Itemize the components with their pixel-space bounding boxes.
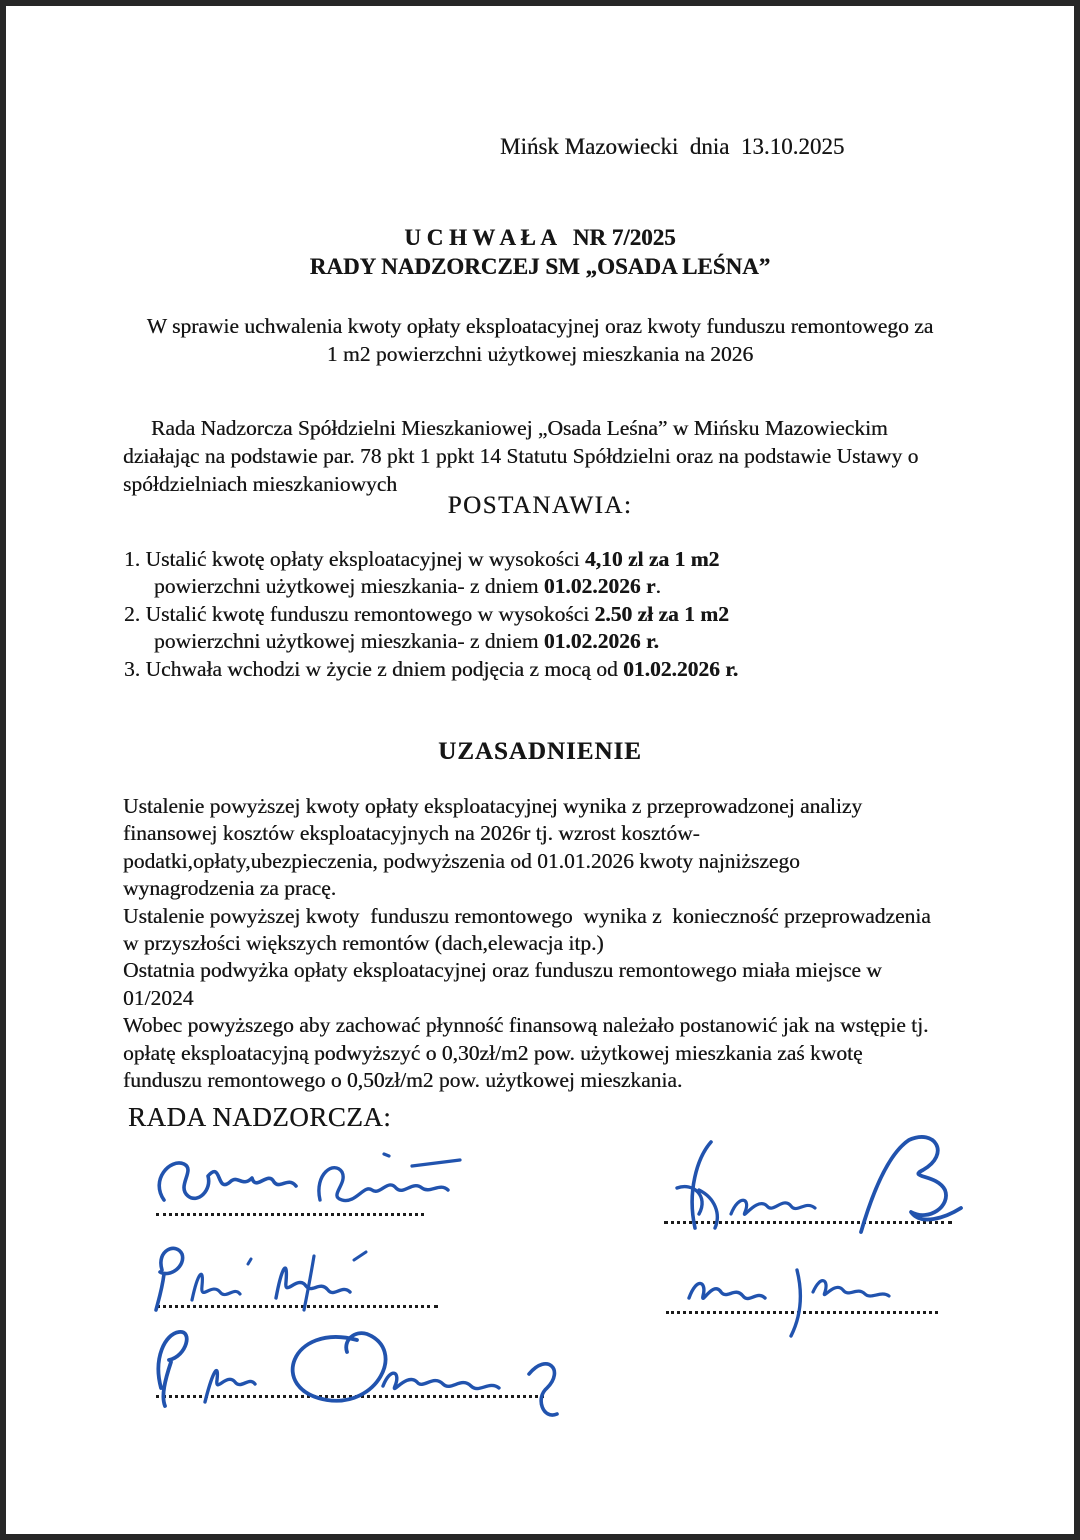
item-text: Uchwała wchodzi w życie z dniem podjęcia z mocą od	[145, 656, 624, 681]
subject-line-1: W sprawie uchwalenia kwoty opłaty eksploatacyjnej oraz kwoty funduszu remontowego za	[146, 314, 934, 338]
item-text: .	[655, 574, 661, 599]
item-text: Ustalić kwotę opłaty eksploatacyjnej w wysokości	[145, 547, 585, 571]
resolution-item-2-cont	[124, 628, 994, 655]
justification-line: opłatę eksploatacyjną podwyższyć o 0,30zł/m2 pow. użytkowej mieszkania zaś kwotę	[123, 1040, 863, 1065]
signature-left-1	[148, 1144, 478, 1234]
board-heading: RADA NADZORCZA:	[128, 1102, 392, 1132]
signature-left-2	[144, 1238, 454, 1323]
item-text: powierzchni użytkowej mieszkania- z dniem	[154, 629, 544, 654]
item-bold-value: 4,10 zl za 1 m2	[584, 547, 720, 571]
justification-line: podatki,opłaty,ubezpieczenia, podwyższenia od 01.01.2026 kwoty najniższego	[123, 848, 800, 873]
justification-line: Ustalenie powyższej kwoty funduszu remontowego wynika z konieczność przeprowadzenia	[123, 903, 931, 928]
justification-line: finansowej kosztów eksploatacyjnych na 2026r tj. wzrost kosztów-	[123, 821, 700, 846]
date-line: Mińsk Mazowiecki dnia 13.10.2025	[500, 134, 845, 159]
resolution-list	[124, 546, 994, 683]
signature-right-1	[651, 1128, 971, 1246]
item-number: 3.	[124, 656, 146, 681]
document-subtitle: RADY NADZORCZEJ SM „OSADA LEŚNA”	[309, 254, 771, 279]
justification-line: Ostatnia podwyżka opłaty eksploatacyjnej oraz funduszu remontowego miała miejsce w	[123, 958, 882, 983]
preamble	[123, 414, 983, 498]
item-bold-value: 01.02.2026 r	[543, 574, 656, 599]
justification-line: 01/2024	[123, 985, 194, 1010]
item-bold-value: 2.50 zł za 1 m2	[594, 601, 729, 626]
justification-line: Ustalenie powyższej kwoty opłaty eksploatacyjnej wynika z przeprowadzonej analizy	[123, 794, 863, 818]
preamble-line: działając na podstawie par. 78 pkt 1 ppkt 14 Statutu Spółdzielni oraz na podstawie Ustawy o	[123, 444, 919, 468]
item-text: Ustalić kwotę funduszu remontowego w wysokości	[145, 601, 595, 626]
justification-line: wynagrodzenia za pracę.	[123, 876, 337, 901]
justification-heading: UZASADNIENIE	[438, 738, 642, 765]
justification-line: Wobec powyższego aby zachować płynność finansową należało postanowić jak na wstępie tj.	[123, 1013, 929, 1038]
justification	[123, 793, 1003, 1094]
resolution-item-3	[124, 656, 994, 683]
item-number: 2.	[124, 601, 146, 626]
document-title: U C H W A Ł A NR 7/2025	[404, 225, 676, 250]
justification-line: w przyszłości większych remontów (dach,elewacja itp.)	[123, 931, 604, 956]
resolves-heading: POSTANAWIA:	[447, 492, 633, 519]
subject-line-2: 1 m2 powierzchni użytkowej mieszkania na 2026	[326, 342, 754, 366]
signature-left-3	[131, 1314, 581, 1429]
item-bold-value: 01.02.2026 r.	[623, 656, 739, 681]
preamble-line: Rada Nadzorcza Spółdzielni Mieszkaniowej „Osada Leśna” w Mińsku Mazowieckim	[151, 416, 888, 440]
item-text: powierzchni użytkowej mieszkania- z dniem	[154, 574, 544, 599]
item-number: 1.	[124, 547, 146, 571]
item-bold-value: 01.02.2026 r.	[543, 629, 659, 654]
resolution-item-1	[124, 546, 994, 573]
justification-line: funduszu remontowego o 0,50zł/m2 pow. użytkowej mieszkania.	[123, 1068, 683, 1093]
preamble-line: spółdzielniach mieszkaniowych	[123, 472, 398, 496]
signature-right-2	[671, 1248, 916, 1343]
resolution-item-1-cont	[124, 573, 994, 600]
resolution-item-2	[124, 601, 994, 628]
